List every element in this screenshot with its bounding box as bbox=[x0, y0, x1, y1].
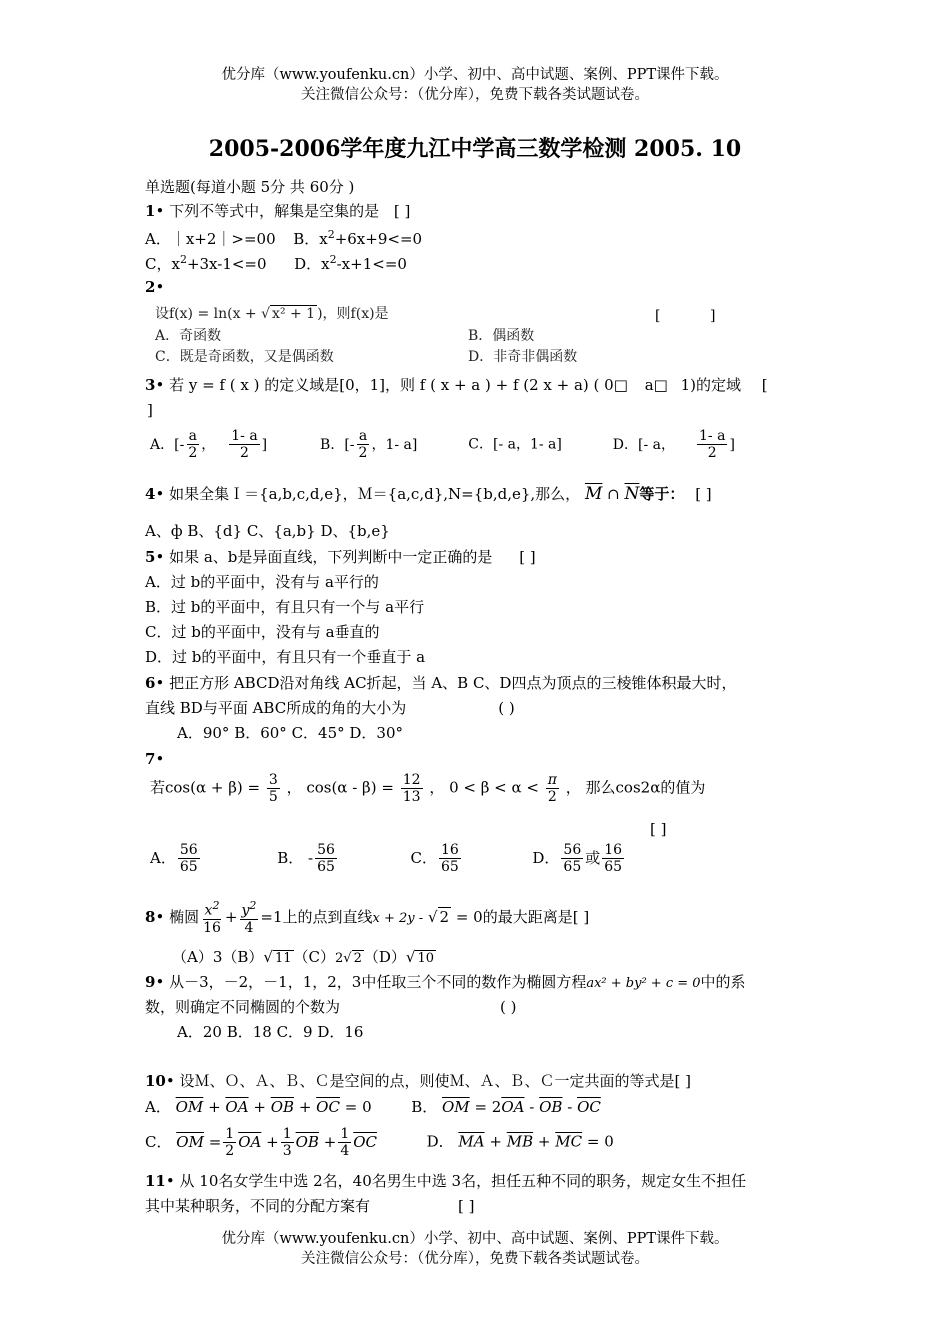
q6-options: A．90° B．60° C．45° D．30° bbox=[177, 724, 404, 742]
q3-option-a: A．[- $\frac{a}{2}$ ， $\frac{1- a}{2}$ ] bbox=[150, 428, 268, 462]
q2-option-a: A．奇函数 bbox=[155, 328, 222, 344]
q7-option-b: B． - $\frac{56}{65}$ bbox=[277, 842, 335, 876]
q1-options-ab bbox=[145, 228, 422, 249]
q1-dot: • bbox=[155, 202, 165, 220]
q4-m-complement: $\overline{M}$ bbox=[584, 484, 603, 504]
footer-line-1: 优分库（www.youfenku.cn）小学、初中、高中试题、案例、PPT课件下载。 bbox=[221, 1231, 729, 1247]
q3-bracket-right: ] bbox=[147, 401, 153, 419]
q4-bracket: [ ] bbox=[695, 485, 712, 503]
q7-option-c: C． $\frac{16}{65}$ bbox=[410, 842, 459, 876]
q2-bracket-left: [ bbox=[655, 308, 661, 324]
question-8: 8• 椭圆 $\frac{x^2}{16}$ + $\frac{y^2}{4}$ =1上的点到直线x + 2y - √ 2 = 0的最大距离是[ ] bbox=[145, 899, 590, 936]
header-line-1: 优分库（www.youfenku.cn）小学、初中、高中试题、案例、PPT课件下载。 bbox=[221, 67, 729, 83]
q6-line-1: 把正方形 ABCD沿对角线 AC折起，当 A、B C、D四点为顶点的三棱锥体积最大时， bbox=[169, 674, 737, 692]
q7-bracket: [ ] bbox=[650, 820, 667, 838]
q1-bracket: [ ] bbox=[393, 202, 411, 220]
q1-option-d: D．$x^2-x+1<=0$ bbox=[294, 253, 407, 273]
footer-line-2: 关注微信公众号：（优分库），免费下载各类试题试卷。 bbox=[301, 1251, 649, 1267]
q3-option-c: C．[- a，1- a] bbox=[468, 436, 562, 453]
question-9: 9• 从－3，－2，－1，1，2，3中任取三个不同的数作为椭圆方程ax² + by² + c = 0中的系 bbox=[145, 973, 746, 991]
q2-bracket-right: ] bbox=[710, 308, 716, 324]
question-7-number: 7• bbox=[145, 750, 165, 768]
q10-options-ab bbox=[145, 1098, 601, 1117]
q6-line-2: 直线 BD与平面 ABC所成的角的大小为 ( ) bbox=[145, 699, 515, 717]
q5-bracket: [ ] bbox=[519, 548, 536, 566]
q2-sqrt: √ x² + 1 bbox=[261, 306, 316, 322]
q9-options: A．20 B．18 C．9 D．16 bbox=[177, 1023, 364, 1041]
q7-option-a: A． $\frac{56}{65}$ bbox=[150, 842, 198, 876]
q1-option-b: B．$x^2+6x+9<=0$ bbox=[293, 228, 423, 248]
q1-options-cd bbox=[145, 253, 407, 274]
q9-line-2: 数，则确定不同椭圆的个数为 ( ) bbox=[145, 998, 517, 1016]
q3-option-b: B．[- $\frac{a}{2}$ ，1- a] bbox=[320, 428, 418, 462]
q10-options-cd bbox=[145, 1126, 614, 1159]
q10-option-d: D． $\overline{MA} + \overline{MB} + \overline{MC} = 0$ bbox=[426, 1132, 614, 1151]
q10-option-b: B． $\overline{OM} = 2\overline{OA} - \overline{OB} - \overline{OC}$ bbox=[411, 1098, 601, 1116]
q1-number: 1 bbox=[145, 202, 156, 220]
q3-stem: 若 y = f ( x ) 的定义域是[0，1]，则 f ( x + a ) + f (2 x + a) ( 0 bbox=[169, 376, 614, 394]
question-3: 3• 若 y = f ( x ) 的定义域是[0，1]，则 f ( x + a ) + f (2 x + a) ( 0□ a□ 1)的定域 [ bbox=[145, 376, 768, 394]
q4-options: A、ф B、{d} C、{a,b} D、{b,e} bbox=[145, 522, 390, 540]
q10-stem: 设Ｍ、Ｏ、Ａ、Ｂ、Ｃ是空间的点，则使Ｍ、Ａ、Ｂ、Ｃ一定共面的等式是[ ] bbox=[179, 1072, 691, 1090]
q10-option-c: C． $\overline{OM}$ = $\frac{1}{2}$ $\overline{OA}$ + $\frac{1}{3}$ $\overline{OB}$ + $\frac{1}{4}$ $\overline{OC}$ bbox=[145, 1126, 378, 1160]
q8-options: （A）3（B）√ 11 （C）2√ 2 （D）√ 10 bbox=[172, 948, 434, 966]
question-6: 6• 把正方形 ABCD沿对角线 AC折起，当 A、B C、D四点为顶点的三棱锥体积最大时， bbox=[145, 674, 737, 692]
q2-option-b: B．偶函数 bbox=[468, 328, 535, 344]
q7-option-d: D． $\frac{56}{65}$ 或 $\frac{16}{65}$ bbox=[532, 842, 623, 876]
question-11: 11• 从 10名女学生中选 2名，40名男生中选 3名，担任五种不同的职务，规定女生不担任 bbox=[145, 1172, 747, 1190]
question-10: 10• 设Ｍ、Ｏ、Ａ、Ｂ、Ｃ是空间的点，则使Ｍ、Ａ、Ｂ、Ｃ一定共面的等式是[ ] bbox=[145, 1072, 691, 1090]
q3-option-d: D．[- a， $\frac{1- a}{2}$ ] bbox=[612, 428, 735, 462]
question-2-number: 2• bbox=[145, 278, 165, 296]
q2-stem: 设f(x) = ln(x + √ x² + 1 )，则f(x)是 bbox=[155, 306, 389, 322]
q2-option-c: C．既是奇函数，又是偶函数 bbox=[155, 349, 334, 365]
section-heading: 单选题(每道小题 5分 共 60分 ) bbox=[145, 178, 355, 196]
q4-n-complement: $\overline{N}$ bbox=[624, 484, 640, 504]
q2-option-d: D．非奇非偶函数 bbox=[468, 349, 578, 365]
q7-stem: 若cos(α + β) = $\frac{3}{5}$ ， cos(α - β) = $\frac{12}{13}$ ， 0 < β < α < $\frac{\pi}{2}$ ， 那么cos2α的值为 bbox=[150, 772, 706, 806]
q3-options bbox=[150, 428, 735, 461]
q9-bracket: ( ) bbox=[500, 998, 517, 1016]
q11-line-2: 其中某种职务，不同的分配方案有 [ ] bbox=[145, 1197, 475, 1215]
header-line-2: 关注微信公众号：（优分库），免费下载各类试题试卷。 bbox=[301, 87, 649, 103]
q5-option-b: B．过 b的平面中，有且只有一个与 a平行 bbox=[145, 598, 425, 616]
q5-stem: 如果 a、b是异面直线，下列判断中一定正确的是 bbox=[169, 548, 493, 566]
q5-option-d: D．过 b的平面中，有且只有一个垂直于 a bbox=[145, 648, 426, 666]
q1-stem: 下列不等式中，解集是空集的是 bbox=[169, 202, 380, 220]
q1-option-a: A．｜x+2｜>=00 bbox=[145, 230, 276, 248]
question-4: 4• 如果全集Ｉ＝{a,b,c,d,e}，Ｍ＝{a,c,d},N={b,d,e},那么， $\overline{M}$ ∩ $\overline{N}$等于： [ ] bbox=[145, 484, 712, 504]
q11-bracket: [ ] bbox=[458, 1197, 475, 1215]
question-1 bbox=[145, 202, 410, 221]
q9-equation: ax² + by² + c = 0 bbox=[586, 976, 701, 991]
q4-stem: 如果全集Ｉ＝{a,b,c,d,e}，Ｍ＝{a,c,d},N={b,d,e},那么， bbox=[169, 485, 581, 503]
q7-options bbox=[150, 842, 626, 875]
q3-bracket-left: [ bbox=[761, 376, 768, 394]
q5-option-c: C．过 b的平面中，没有与 a垂直的 bbox=[145, 623, 380, 641]
q1-option-c: C，$x^2+3x-1<=0$ bbox=[145, 253, 267, 273]
q10-option-a: A． $\overline{OM} + \overline{OA} + \overline{OB} + \overline{OC} = 0$ bbox=[145, 1098, 372, 1116]
page-title: 2005-2006学年度九江中学高三数学检测 2005. 10 bbox=[208, 136, 742, 162]
q5-option-a: A．过 b的平面中，没有与 a平行的 bbox=[145, 573, 379, 591]
q6-bracket: ( ) bbox=[498, 699, 515, 717]
question-5: 5• 如果 a、b是异面直线，下列判断中一定正确的是 [ ] bbox=[145, 548, 536, 566]
q11-line-1: 从 10名女学生中选 2名，40名男生中选 3名，担任五种不同的职务，规定女生不担任 bbox=[179, 1172, 747, 1190]
